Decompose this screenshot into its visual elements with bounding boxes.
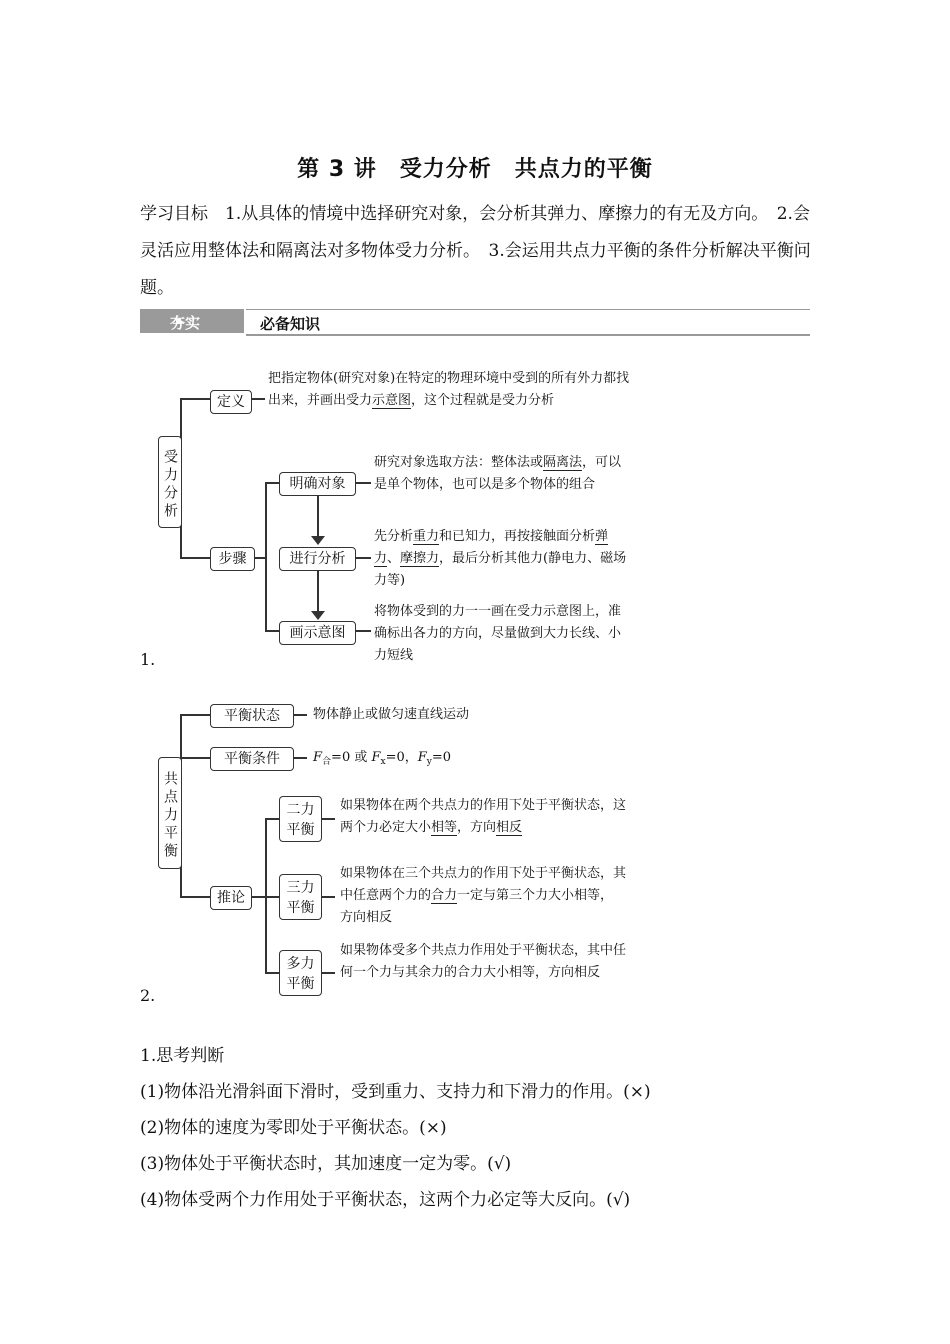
- condition-formula: $F_合=0$ 或 $F_x=0$，$F_y=0$: [313, 750, 452, 767]
- definition-text: 把指定物体(研究对象)在特定的物理环境中受到的所有外力都找出来，并画出受力示意图，这个过程就是受力分析: [268, 371, 630, 408]
- arrow-down-icon: [311, 611, 325, 621]
- node-equilibrium-state: 平衡状态: [210, 704, 294, 728]
- banner-right-label: 必备知识: [260, 315, 321, 333]
- two-force-text: 如果物体在两个共点力的作用下处于平衡状态，这两个力必定大小相等，方向相反: [340, 798, 627, 835]
- node-two-force: 二力平衡: [279, 796, 322, 842]
- step3-text: 将物体受到的力一一画在受力示意图上，准确标出各力的方向，尽量做到大力长线、小力短线: [374, 604, 622, 663]
- learning-objectives: 学习目标 1.从具体的情境中选择研究对象，会分析其弹力、摩擦力的有无及方向。 2.会灵活应用整体法和隔离法对多物体受力分析。 3.会运用共点力平衡的条件分析解决平衡问题。: [140, 204, 811, 298]
- page-title: 第 3 讲 受力分析 共点力的平衡: [297, 157, 653, 182]
- node-force-analysis: 受力分析: [158, 436, 182, 528]
- step2-text: 先分析重力和已知力，再按接触面分析弹力、摩擦力，最后分析其他力(静电力、磁场力等): [374, 529, 627, 588]
- node-equilibrium: 共点力平衡: [158, 757, 182, 869]
- diagram2-number: 2.: [140, 986, 156, 1005]
- state-text: 物体静止或做匀速直线运动: [313, 707, 470, 722]
- three-force-text: 如果物体在三个共点力的作用下处于平衡状态，其中任意两个力的合力一定与第三个力大小相等，方向相反: [340, 866, 627, 925]
- diagram1-number: 1.: [140, 650, 156, 669]
- judgement-item: (4)物体受两个力作用处于平衡状态，这两个力必定等大反向。(√): [140, 1190, 631, 1210]
- node-multi-force: 多力平衡: [279, 950, 322, 996]
- judgement-item: (3)物体处于平衡状态时，其加速度一定为零。(√): [140, 1154, 512, 1174]
- judgement-item: (1)物体沿光滑斜面下滑时，受到重力、支持力和下滑力的作用。(×): [140, 1082, 651, 1102]
- node-draw-diagram: 画示意图: [279, 621, 356, 645]
- node-definition: 定义: [210, 390, 252, 414]
- step1-text: 研究对象选取方法：整体法或隔离法，可以是单个物体，也可以是多个物体的组合: [374, 455, 622, 492]
- node-equilibrium-condition: 平衡条件: [210, 747, 294, 771]
- multi-force-text: 如果物体受多个共点力作用处于平衡状态，其中任何一个力与其余力的合力大小相等，方向相反: [340, 943, 627, 980]
- node-corollary: 推论: [210, 886, 252, 910]
- node-steps: 步骤: [210, 547, 255, 571]
- node-identify-object: 明确对象: [279, 472, 356, 496]
- arrow-down-icon: [311, 536, 325, 546]
- banner-left-label: 夯实: [170, 314, 201, 332]
- section-banner: [140, 309, 810, 335]
- judgement-item: (2)物体的速度为零即处于平衡状态。(×): [140, 1118, 447, 1138]
- judgement-heading: 1.思考判断: [140, 1046, 225, 1066]
- node-three-force: 三力平衡: [279, 874, 322, 920]
- node-perform-analysis: 进行分析: [279, 547, 356, 571]
